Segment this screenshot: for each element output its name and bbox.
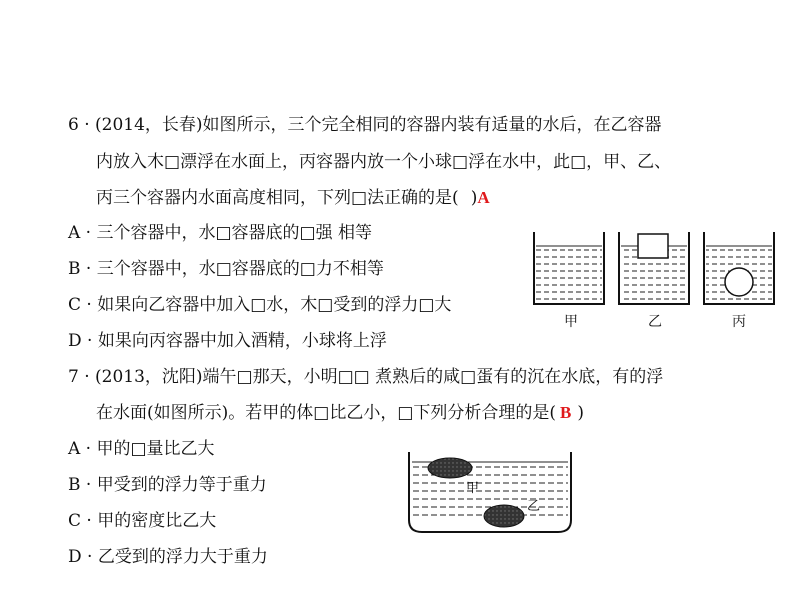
container-jia: [534, 232, 604, 304]
egg-jia: [428, 458, 472, 478]
label-yi-egg: 乙: [527, 499, 541, 514]
small-ball: [725, 268, 753, 296]
container-bing: [704, 232, 774, 304]
q7-option-a: A · 甲的□量比乙大: [68, 439, 215, 459]
q6-answer: A: [477, 188, 490, 207]
q6-option-b: B · 三个容器中，水□容器底的□力不相等: [68, 259, 384, 279]
q6-stem-text: 丙三个容器内水面高度相同，下列□法正确的是(: [96, 188, 459, 208]
q6-option-a: A · 三个容器中，水□容器底的□强 相等: [68, 223, 373, 243]
q7-stem-text: 在水面(如图所示)。若甲的体□比乙小，□下列分析合理的是(: [96, 403, 557, 423]
label-bing: 丙: [732, 314, 746, 330]
q6-stem-line-3: [96, 187, 490, 209]
egg-yi: [484, 505, 524, 527]
q6-option-c: C · 如果向乙容器中加入□水，木□受到的浮力□大: [68, 295, 452, 315]
q7-option-c: C · 甲的密度比乙大: [68, 511, 217, 531]
q7-answer: B: [560, 403, 572, 422]
q7-option-d: D · 乙受到的浮力大于重力: [68, 547, 268, 567]
q6-stem-line-1: 6 · (2014，长春)如图所示，三个完全相同的容器内装有适量的水后，在乙容器: [68, 115, 662, 135]
q6-stem-line-2: 内放入木□漂浮在水面上，丙容器内放一个小球□浮在水中，此□，甲、乙、: [96, 152, 672, 172]
q7-stem-line-1: 7 · (2013，沈阳)端午□那天，小明□□ 煮熟后的咸□蛋有的沉在水底，有的浮: [68, 367, 664, 387]
q6-containers-figure: [528, 228, 778, 334]
label-jia: 甲: [564, 314, 578, 330]
q7-option-b: B · 甲受到的浮力等于重力: [68, 475, 267, 495]
container-yi: [619, 232, 689, 304]
q6-option-d: D · 如果向丙容器中加入酒精，小球将上浮: [68, 331, 387, 351]
q7-stem-line-2: [96, 402, 584, 424]
q7-close-paren: ): [577, 403, 585, 423]
q6-close-paren: ): [470, 188, 478, 208]
label-jia-egg: 甲: [466, 481, 480, 496]
label-yi: 乙: [648, 314, 662, 330]
wood-block: [638, 234, 668, 258]
q7-basin-figure: [404, 450, 576, 536]
